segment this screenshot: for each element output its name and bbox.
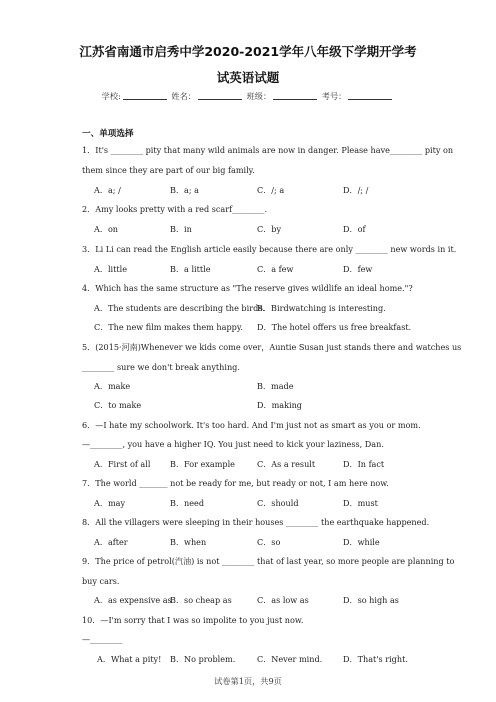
question-3-option-d: D．few — [343, 264, 373, 274]
question-7-line1: 7．The world _______ not be ready for me, but ready or not, I am here now. — [82, 478, 389, 488]
question-10-line2: —________ — [82, 634, 123, 644]
student-info-row — [0, 91, 496, 102]
question-2-line1: 2．Amy looks pretty with a red scarf________. — [82, 204, 268, 214]
question-8-option-d: D．while — [343, 537, 380, 547]
question-4-option-b: B．Birdwatching is interesting. — [257, 303, 386, 313]
question-5-line1: 5．(2015·河南)Whenever we kids come over，Auntie Susan just stands there and watches us — [82, 342, 462, 352]
name-label: 姓名： — [171, 91, 196, 101]
question-7-option-a: A．may — [94, 498, 126, 508]
question-5-option-d: D．making — [257, 400, 302, 410]
question-2-option-c: C．by — [257, 224, 282, 234]
question-1-option-b: B．a; a — [170, 185, 199, 195]
section-heading: 一、单项选择 — [82, 129, 134, 139]
question-3-line1: 3．Li Li can read the English article easily because there are only ________ new words in it. — [82, 244, 457, 254]
exam-title-line1: 江苏省南通市启秀中学2020-2021学年八年级下学期开学考 — [79, 44, 417, 59]
question-1-option-d: D．/; / — [343, 185, 369, 195]
question-6-option-c: C．As a result — [257, 459, 316, 469]
question-5-line2: ________ sure we don't break anything. — [82, 362, 240, 372]
question-3-option-c: C．a few — [257, 264, 294, 274]
question-10-option-c: C．Never mind. — [257, 654, 323, 664]
question-9-option-b: B．so cheap as — [170, 595, 232, 605]
name-blank — [198, 91, 242, 100]
question-7-option-b: B．need — [170, 498, 205, 508]
school-label: 学校: — [101, 91, 121, 101]
question-6-line2: —________, you have a higher IQ. You just need to kick your laziness, Dan. — [82, 439, 384, 449]
exam-title-line2: 试英语试题 — [216, 70, 280, 85]
question-8-option-b: B．when — [170, 537, 207, 547]
question-5-option-b: B．made — [257, 381, 294, 391]
question-2-option-a: A．on — [94, 224, 119, 234]
question-10-option-b: B．No problem. — [170, 654, 236, 664]
question-3-option-a: A．little — [94, 264, 127, 274]
question-8-option-a: A．after — [94, 537, 128, 547]
question-4-option-c: C．The new film makes them happy. — [94, 322, 243, 332]
question-2-option-d: D．of — [343, 224, 366, 234]
question-8-line1: 8．All the villagers were sleeping in their houses ________ the earthquake happened. — [82, 517, 430, 527]
question-9-option-a: A．as expensive as — [94, 595, 172, 605]
number-blank — [348, 91, 392, 100]
question-6-line1: 6．—I hate my schoolwork. It's too hard. And I'm just not as smart as you or mom. — [82, 420, 421, 430]
question-10-line1: 10．—I'm sorry that I was so impolite to you just now. — [82, 615, 304, 625]
question-9-line1: 9．The price of petrol(汽油) is not ________ that of last year, so more people are planning to — [82, 556, 455, 566]
question-10-option-d: D．That's right. — [343, 654, 408, 664]
question-4-line1: 4．Which has the same structure as "The reserve gives wildlife an ideal home."? — [82, 283, 413, 293]
question-5-option-c: C．to make — [94, 400, 142, 410]
question-4-option-a: A．The students are describing the birds. — [94, 303, 265, 313]
question-6-option-a: A．First of all — [94, 459, 151, 469]
question-1-line2: them since they are part of our big family. — [82, 165, 255, 175]
question-5-option-a: A．make — [94, 381, 131, 391]
question-10-option-a: A．What a pity! — [97, 654, 162, 664]
class-label: 班级： — [246, 91, 272, 101]
number-label: 考号： — [321, 91, 347, 101]
question-1-line1: 1．It's ________ pity that many wild animals are now in danger. Please have________ pity on — [82, 145, 454, 155]
question-7-option-c: C．should — [257, 498, 299, 508]
question-2-option-b: B．in — [170, 224, 192, 234]
question-1-option-c: C．/; a — [257, 185, 285, 195]
question-9-line2: buy cars. — [82, 576, 120, 586]
page-footer: 试卷第1页，共9页 — [214, 676, 282, 686]
class-blank — [273, 91, 317, 100]
question-9-option-d: D．so high as — [343, 595, 399, 605]
question-1-option-a: A．a; / — [94, 185, 121, 195]
question-6-option-b: B．For example — [170, 459, 235, 469]
question-3-option-b: B．a little — [170, 264, 211, 274]
question-6-option-d: D．In fact — [343, 459, 385, 469]
question-8-option-c: C．so — [257, 537, 281, 547]
question-9-option-c: C．as low as — [257, 595, 309, 605]
school-blank — [123, 91, 167, 100]
question-7-option-d: D．must — [343, 498, 378, 508]
question-4-option-d: D．The hotel offers us free breakfast. — [257, 322, 412, 332]
